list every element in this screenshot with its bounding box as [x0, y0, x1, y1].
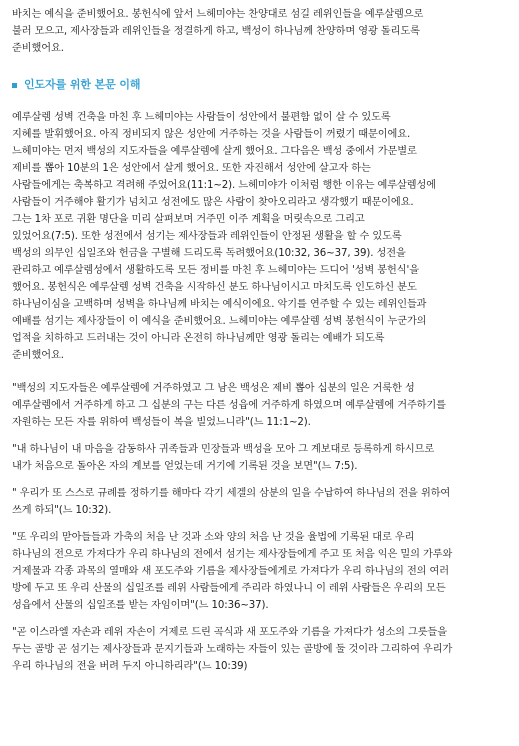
- section-heading-text: 인도자를 위한 본문 이해: [24, 78, 141, 91]
- scripture-quote: [12, 380, 507, 431]
- text-line: 내가 처음으로 돌아온 자의 계보를 얻었는데 거기에 기록된 것을 보면"(느 7:5).: [12, 461, 358, 472]
- text-line: 하나님이심을 고백하며 성벽을 하나님께 바치는 예식이에요. 악기를 연주할 수 있는 레위인들과: [12, 299, 427, 310]
- text-line: 예루살렘에서 거주하게 하고 그 십분의 구는 다른 성읍에 거주하게 하였으며 예루살렘에 거주하기를: [12, 400, 446, 411]
- scripture-quote: [12, 441, 507, 475]
- text-line: "또 우리의 맏아들들과 가축의 처음 난 것과 소와 양의 처음 난 것을 율법에 기록된 대로 우리: [12, 532, 415, 543]
- text-line: 불러 모으고, 제사장들과 레위인들을 정결하게 하고, 백성이 하나님께 찬양하며 영광 돌리도록: [12, 26, 420, 37]
- text-line: 느헤미야는 먼저 백성의 지도자들을 예루살렘에 살게 했어요. 그다음은 백성 중에서 가문별로: [12, 146, 417, 157]
- text-line: 우리 하나님의 전을 버려 두지 아니하리라"(느 10:39): [12, 661, 248, 672]
- scripture-quote: [12, 624, 507, 675]
- text-line: 준비했어요.: [12, 350, 64, 361]
- text-line: 거제물과 각종 과목의 열매와 새 포도주와 기름을 제사장들에게로 가져다가 우리 하나님의 전의 여러: [12, 566, 450, 577]
- text-line: 사람들에게는 축복하고 격려해 주었어요(11:1~2). 느헤미야가 이처럼 행한 이유는 예루살렘성에: [12, 180, 436, 191]
- body-paragraph: [12, 109, 507, 364]
- text-line: 성읍에서 산물의 십일조를 받는 자임이며"(느 10:36~37).: [12, 600, 269, 611]
- text-line: 지혜를 발휘했어요. 아직 정비되지 않은 성안에 거주하는 것을 사람들이 꺼렸기 때문이에요.: [12, 129, 411, 140]
- text-line: 사람들이 거주해야 활기가 넘치고 성전에도 많은 사람이 찾아오리라고 생각했기 때문이에요.: [12, 197, 414, 208]
- text-line: "곧 이스라엘 자손과 레위 자손이 거제로 드린 곡식과 새 포도주와 기름을 가져다가 성소의 그릇들을: [12, 627, 448, 638]
- text-line: 두는 골방 곧 섬기는 제사장들과 문지기들과 노래하는 자들이 있는 골방에 둘 것이라 그리하여 우리가: [12, 644, 453, 655]
- text-line: 관리하고 예루살렘성에서 생활하도록 모든 정비를 마친 후 느헤미야는 드디어 '성벽 봉헌식'을: [12, 265, 419, 276]
- text-line: 있었어요(7:5). 또한 성전에서 섬기는 제사장들과 레위인들이 안정된 생활을 할 수 있도록: [12, 231, 402, 242]
- section-heading: [12, 77, 507, 93]
- text-line: 쓰게 하되"(느 10:32).: [12, 505, 112, 516]
- text-line: 방에 두고 또 우리 산물의 십일조를 레위 사람들에게 주리라 하였나니 이 레위 사람들은 우리의 모든: [12, 583, 446, 594]
- text-line: "내 하나님이 내 마음을 감동하사 귀족들과 민장들과 백성을 모아 그 계보대로 등록하게 하시므로: [12, 444, 435, 455]
- scripture-quotes: [12, 380, 507, 675]
- text-line: " 우리가 또 스스로 규례를 정하기를 해마다 각기 세겔의 삼분의 일을 수납하여 하나님의 전을 위하여: [12, 488, 451, 499]
- text-line: 업적을 치하하고 드러내는 것이 아니라 온전히 하나님께만 영광 돌리는 예배가 되도록: [12, 333, 385, 344]
- text-line: 준비했어요.: [12, 43, 64, 54]
- text-line: 백성의 의무인 십일조와 헌금을 구별해 드리도록 독려했어요(10:32, 36~37, 39). 성전을: [12, 248, 406, 259]
- text-line: 하나님의 전으로 가져다가 우리 하나님의 전에서 섬기는 제사장들에게 주고 또 처음 익은 밀의 가루와: [12, 549, 453, 560]
- scripture-quote: [12, 485, 507, 519]
- text-line: 그는 1차 포로 귀환 명단을 미리 살펴보며 거주민 이주 계획을 머릿속으로 그리고: [12, 214, 365, 225]
- intro-paragraph: [12, 6, 507, 57]
- text-line: 제비를 뽑아 10분의 1은 성안에서 살게 했어요. 또한 자진해서 성안에 살고자 하는: [12, 163, 371, 174]
- text-line: 예루살렘 성벽 건축을 마친 후 느헤미야는 사람들이 성안에서 불편함 없이 살 수 있도록: [12, 112, 391, 123]
- text-line: "백성의 지도자들은 예루살렘에 거주하였고 그 남은 백성은 제비 뽑아 십분의 일은 거룩한 성: [12, 383, 415, 394]
- text-line: 자원하는 모든 자를 위하여 백성들이 복을 빌었느니라"(느 11:1~2).: [12, 417, 311, 428]
- square-bullet-icon: [12, 83, 17, 88]
- text-line: 예배를 섬기는 제사장들이 이 예식을 준비했어요. 느헤미야는 예루살렘 성벽 봉헌식이 누군가의: [12, 316, 427, 327]
- scripture-quote: [12, 529, 507, 614]
- text-line: 바치는 예식을 준비했어요. 봉헌식에 앞서 느헤미야는 찬양대로 섬길 레위인들을 예루살렘으로: [12, 9, 424, 20]
- text-line: 했어요. 봉헌식은 예루살렘 성벽 건축을 시작하신 분도 하나님이시고 마치도록 인도하신 분도: [12, 282, 417, 293]
